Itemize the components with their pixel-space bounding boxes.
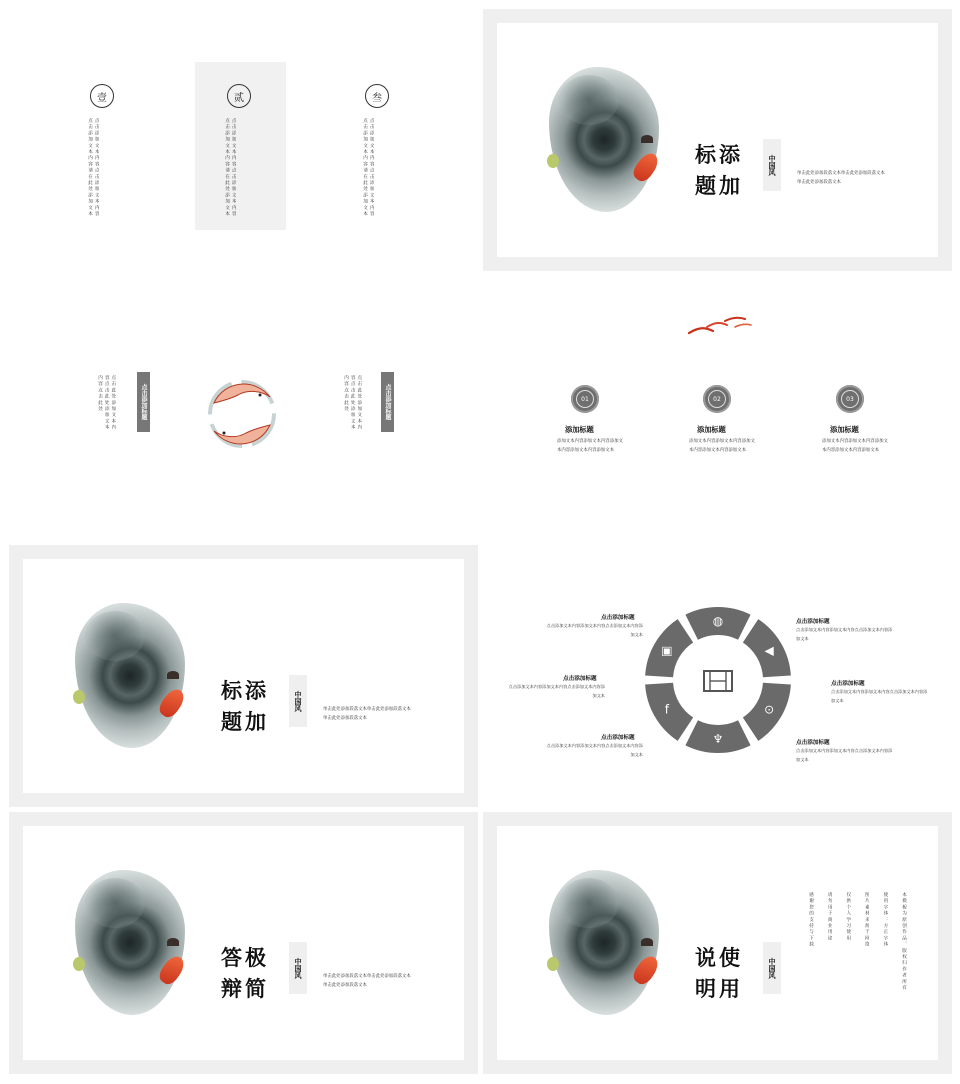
slide-ring-diagram bbox=[483, 545, 952, 815]
caption-text-tr: 点击添加文本内容添加文本内容点击添加文本内容添加文本 bbox=[796, 627, 893, 641]
caption-text-ml: 点击添加文本内容添加文本内容点击添加文本内容添加文本 bbox=[508, 684, 605, 698]
slide-title-1 bbox=[483, 9, 952, 271]
caption-title-tl: 点击添加标题 bbox=[601, 615, 635, 621]
ring-diagram bbox=[643, 605, 793, 755]
caption-text-tl: 点击添加文本内容添加文本内容点击添加文本内容添加文本 bbox=[546, 623, 643, 637]
ink-wash-image bbox=[549, 870, 659, 1015]
numeral-circle-2: 贰 bbox=[227, 84, 251, 108]
numeral-circle-3: 叁 bbox=[365, 84, 389, 108]
note-1: 本模板为原创作品，版权归作者所有 bbox=[901, 892, 907, 992]
number-badge-3: 03 bbox=[836, 385, 864, 413]
item-title-1: 添加标题 bbox=[565, 425, 594, 434]
slide-title: 答极辩简 bbox=[221, 946, 269, 1001]
red-fish-decoration bbox=[685, 313, 755, 337]
trophy-icon: ♆ bbox=[712, 732, 724, 746]
caption-text-mr: 点击添加文本内容添加文本内容点击添加文本内容添加文本 bbox=[831, 689, 928, 703]
slide-title-2 bbox=[9, 545, 478, 807]
note-6: 感谢您的支持与下载 bbox=[808, 892, 814, 948]
slide-description: 单击此处添加段落文本单击此处添加段落文本单击此处添加段落文本 bbox=[797, 171, 885, 185]
usage-notes bbox=[807, 892, 907, 1034]
caption-title-bl: 点击添加标题 bbox=[601, 735, 635, 741]
ink-wash-image bbox=[75, 870, 185, 1015]
numeral-circle-1: 壹 bbox=[90, 84, 114, 108]
slide-title: 标添题加 bbox=[221, 679, 269, 734]
camera-icon: ▣ bbox=[661, 643, 673, 658]
style-tag: 中国风 bbox=[289, 942, 307, 994]
globe-icon: ◍ bbox=[712, 614, 724, 628]
slide-canvas bbox=[497, 23, 938, 257]
caption-title-ml: 点击添加标题 bbox=[563, 676, 597, 682]
caption-title-tr: 点击添加标题 bbox=[796, 619, 830, 625]
caption-title-br: 点击添加标题 bbox=[796, 740, 830, 746]
note-2: 使用字体：方正字体 bbox=[882, 892, 888, 948]
megaphone-icon: ◀ bbox=[764, 643, 774, 658]
slide-canvas bbox=[497, 826, 938, 1060]
column-text-3: 点击添加文本内容点击添加文本内容点击添加文本内容请在此处添加文本 bbox=[362, 118, 375, 218]
item-title-3: 添加标题 bbox=[830, 425, 859, 434]
item-text-1: 添加文本内容添加文本内容添加文本内容添加文本内容添加文本 bbox=[557, 439, 623, 453]
column-text-1: 点击添加文本内容点击添加文本内容点击添加文本内容请在此处添加文本 bbox=[87, 118, 100, 218]
facebook-icon: f bbox=[664, 702, 670, 717]
slide-canvas bbox=[23, 826, 464, 1060]
caption-text-bl: 点击添加文本内容添加文本内容点击添加文本内容添加文本 bbox=[546, 743, 643, 757]
left-label: 点击添加标题 bbox=[137, 372, 150, 432]
item-text-3: 添加文本内容添加文本内容添加文本内容添加文本内容添加文本 bbox=[822, 439, 888, 453]
slide-usage-notes bbox=[483, 812, 952, 1074]
slide-title: 说使明用 bbox=[695, 946, 743, 1001]
ink-wash-image bbox=[549, 67, 659, 212]
right-text: 点击此处添加文本内容点击此处添加文本内容点击此处 bbox=[343, 375, 362, 431]
koi-circle-image bbox=[204, 375, 280, 453]
slide-description: 单击此处添加段落文本单击此处添加段落文本单击此处添加段落文本 bbox=[323, 707, 411, 721]
style-tag: 中国风 bbox=[763, 942, 781, 994]
slide-canvas bbox=[23, 559, 464, 793]
note-5: 请勿用于商业用途 bbox=[827, 892, 833, 942]
style-tag: 中国风 bbox=[289, 675, 307, 727]
caption-text-br: 点击添加文本内容添加文本内容点击添加文本内容添加文本 bbox=[796, 748, 893, 762]
search-icon: ⊙ bbox=[764, 702, 775, 717]
right-label: 点击添加标题 bbox=[381, 372, 394, 432]
left-text: 点击此处添加文本内容点击此处添加文本内容点击此处 bbox=[97, 375, 116, 431]
ring-segment bbox=[645, 683, 693, 741]
number-badge-1: 01 bbox=[571, 385, 599, 413]
slide-title-3 bbox=[9, 812, 478, 1074]
note-4: 仅供个人学习使用 bbox=[845, 892, 851, 942]
slide-three-items bbox=[483, 275, 952, 545]
slide-title: 标添题加 bbox=[695, 143, 743, 198]
slide-description: 单击此处添加段落文本单击此处添加段落文本单击此处添加段落文本 bbox=[323, 974, 411, 988]
column-text-2: 点击添加文本内容点击添加文本内容点击添加文本内容请在此处添加文本 bbox=[224, 118, 237, 218]
style-tag: 中国风 bbox=[763, 139, 781, 191]
slide-koi-circle bbox=[0, 275, 480, 545]
number-badge-2: 02 bbox=[703, 385, 731, 413]
slide-three-columns bbox=[0, 0, 480, 270]
ink-wash-image bbox=[75, 603, 185, 748]
item-text-2: 添加文本内容添加文本内容添加文本内容添加文本内容添加文本 bbox=[689, 439, 755, 453]
note-3: 图片素材来源于网络 bbox=[864, 892, 870, 948]
item-title-2: 添加标题 bbox=[697, 425, 726, 434]
caption-title-mr: 点击添加标题 bbox=[831, 681, 865, 687]
